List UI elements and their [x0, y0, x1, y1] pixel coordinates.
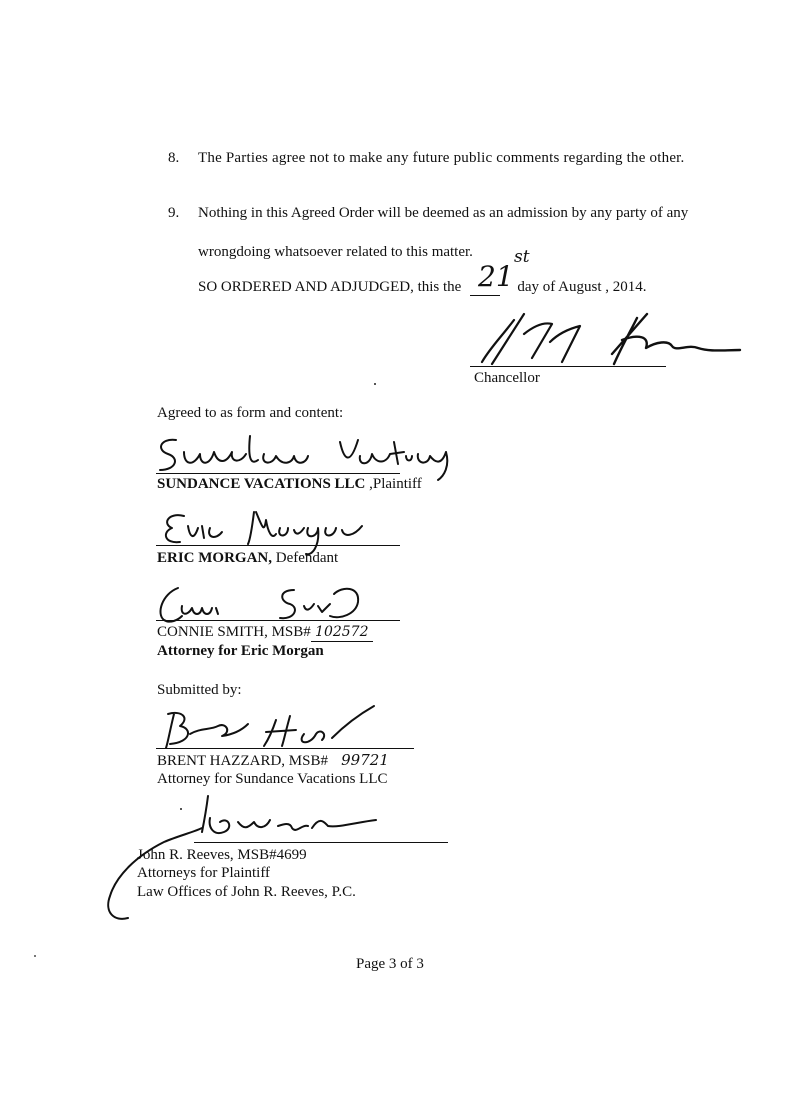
- hazzard-name: BRENT HAZZARD, MSB#: [157, 753, 328, 769]
- page-number: Page 3 of 3: [356, 956, 424, 972]
- plaintiff-name: SUNDANCE VACATIONS LLC: [157, 476, 366, 492]
- order-day-suffix-handwritten: st: [514, 247, 530, 267]
- order-suffix: day of August , 2014.: [517, 279, 647, 295]
- order-line: [198, 278, 647, 296]
- chancellor-label: Chancellor: [474, 370, 540, 386]
- hazzard-attorney-for: Attorney for Sundance Vacations LLC: [157, 771, 388, 787]
- reeves-name: John R. Reeves, MSB#4699: [137, 847, 307, 863]
- chancellor-signature-line: [470, 366, 666, 367]
- clause-number: 8.: [168, 150, 180, 166]
- scan-speck: [34, 955, 36, 957]
- order-day-handwritten: 21: [478, 260, 514, 293]
- defendant-caption: [157, 549, 338, 567]
- scan-speck: [374, 383, 376, 385]
- agreed-label: Agreed to as form and content:: [157, 405, 344, 421]
- defendant-role: Defendant: [272, 550, 339, 566]
- eric-morgan-signature-line: [156, 545, 400, 546]
- connie-attorney-for: Attorney for Eric Morgan: [157, 643, 324, 659]
- brent-hazzard-signature-line: [156, 748, 414, 749]
- plaintiff-role: ,Plaintiff: [365, 476, 422, 492]
- connie-caption: [157, 623, 373, 642]
- reeves-law-offices: Law Offices of John R. Reeves, P.C.: [137, 884, 356, 900]
- sundance-signature-line: [156, 473, 400, 474]
- connie-smith-signature-line: [156, 620, 400, 621]
- plaintiff-caption: [157, 475, 422, 493]
- defendant-name: ERIC MORGAN,: [157, 550, 272, 566]
- clause-9-line2: wrongdoing whatsoever related to this matter.: [198, 244, 473, 260]
- reeves-attorneys-for: Attorneys for Plaintiff: [137, 865, 271, 881]
- hazzard-caption: [157, 751, 396, 770]
- scan-speck: [180, 808, 182, 810]
- order-prefix: SO ORDERED AND ADJUDGED, this the: [198, 279, 462, 295]
- clause-8: [168, 149, 685, 167]
- clause-text-line1: Nothing in this Agreed Order will be deemed as an admission by any party of any: [198, 205, 689, 221]
- submitted-label: Submitted by:: [157, 682, 242, 698]
- connie-msb-handwritten: 102572: [311, 623, 373, 642]
- day-underline: [470, 295, 500, 296]
- connie-name: CONNIE SMITH, MSB#: [157, 624, 311, 640]
- clause-9: [168, 204, 688, 222]
- john-reeves-signature-line: [194, 842, 448, 843]
- clause-text: The Parties agree not to make any future public comments regarding the other.: [198, 150, 685, 166]
- hazzard-msb-handwritten: 99721: [341, 751, 389, 769]
- clause-number: 9.: [168, 205, 180, 221]
